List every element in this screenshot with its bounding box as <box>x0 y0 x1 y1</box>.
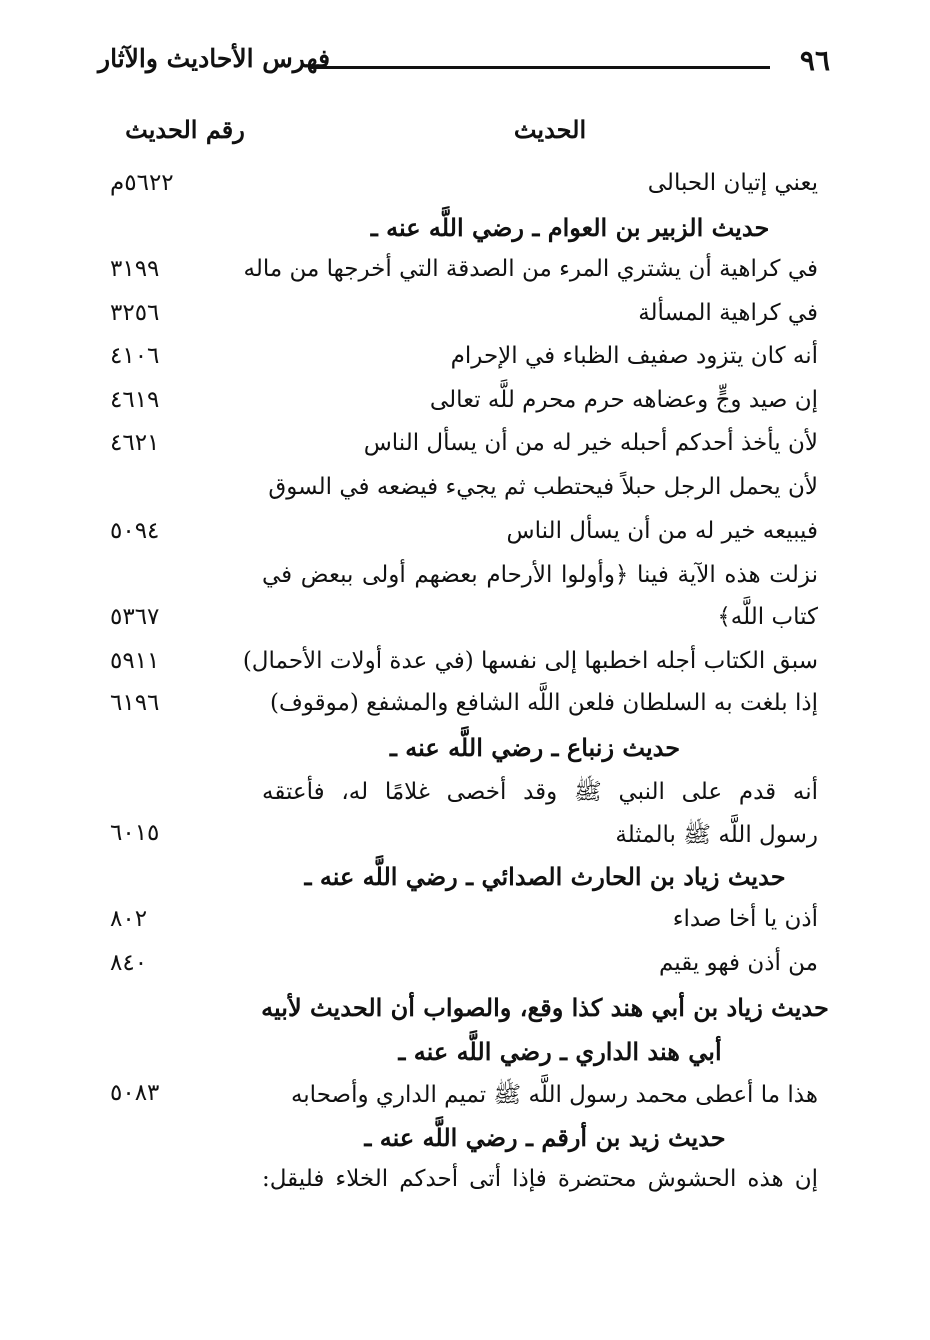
list-item <box>0 562 930 602</box>
hadith-text: إن هذه الحشوش محتضرة فإذا أتى أحدكم الخلاء فليقل: <box>262 1166 818 1192</box>
hadith-text: من أذن فهو يقيم <box>658 950 818 976</box>
list-item <box>0 820 930 860</box>
hadith-number: ٥٩١١ <box>110 648 160 674</box>
hadith-text: إن صيد وجٍّ وعضاهه حرم محرم للَّه تعالى <box>429 387 818 413</box>
hadith-text: في كراهية أن يشتري المرء من الصدقة التي أخرجها من ماله <box>243 256 818 282</box>
section-heading <box>0 1123 930 1163</box>
heading-text: حديث الزبير بن العوام ـ رضي اللَّه عنه ـ <box>370 213 770 242</box>
hadith-number: ٨٤٠ <box>110 950 148 976</box>
heading-text: حديث زنباع ـ رضي اللَّه عنه ـ <box>389 733 681 762</box>
list-item <box>0 690 930 730</box>
hadith-number: ٥٦٢٢م <box>110 170 174 196</box>
list-item <box>0 604 930 644</box>
hadith-text: سبق الكتاب أجله اخطبها إلى نفسها (في عدة أولات الأحمال) <box>242 648 818 674</box>
hadith-number: ٥٠٨٣ <box>110 1080 160 1106</box>
list-item <box>0 256 930 296</box>
list-item <box>0 1166 930 1206</box>
heading-text: حديث زياد بن أبي هند كذا وقع، والصواب أن الحديث لأبيه <box>261 993 829 1022</box>
hadith-text: هذا ما أعطى محمد رسول اللَّه ﷺ تميم الداري وأصحابه <box>290 1082 818 1108</box>
section-heading <box>0 862 930 902</box>
heading-text: أبي هند الداري ـ رضي اللَّه عنه ـ <box>398 1037 722 1066</box>
heading-text: حديث زيد بن أرقم ـ رضي اللَّه عنه ـ <box>364 1123 726 1152</box>
list-item <box>0 343 930 383</box>
hadith-text: لأن يحمل الرجل حبلاً فيحتطب ثم يجيء فيضعه في السوق <box>268 474 818 500</box>
hadith-text: أنه قدم على النبي ﷺ وقد أخصى غلامًا له، فأعتقه <box>262 779 818 805</box>
hadith-text: في كراهية المسألة <box>638 300 818 326</box>
hadith-number: ٤١٠٦ <box>110 343 160 369</box>
hadith-text: أذن يا أخا صداء <box>672 906 818 932</box>
hadith-text: فيبيعه خير له من أن يسأل الناس <box>506 518 818 544</box>
section-heading <box>0 993 930 1033</box>
hadith-text: رسول اللَّه ﷺ بالمثلة <box>615 822 818 848</box>
list-item <box>0 648 930 688</box>
column-header-number: رقم الحديث <box>125 115 245 144</box>
section-heading <box>0 1037 930 1077</box>
list-item <box>0 1080 930 1120</box>
heading-text: حديث زياد بن الحارث الصدائي ـ رضي اللَّه عنه ـ <box>304 862 786 891</box>
hadith-text: لأن يأخذ أحدكم أحبله خير له من أن يسأل الناس <box>363 430 818 456</box>
running-title: فهرس الأحاديث والآثار <box>98 44 331 73</box>
column-header-hadith: الحديث <box>513 115 587 144</box>
list-item <box>0 300 930 340</box>
hadith-number: ٥٣٦٧ <box>110 604 160 630</box>
hadith-number: ٣٢٥٦ <box>110 300 160 326</box>
hadith-text: نزلت هذه الآية فينا ﴿وأولوا الأرحام بعضهم أولى ببعض في <box>262 562 818 588</box>
list-item <box>0 170 930 210</box>
hadith-number: ٤٦٢١ <box>110 430 160 456</box>
list-item <box>0 430 930 470</box>
list-item <box>0 387 930 427</box>
hadith-text: أنه كان يتزود صفيف الظباء في الإحرام <box>450 343 818 369</box>
hadith-number: ٤٦١٩ <box>110 387 160 413</box>
list-item <box>0 518 930 558</box>
list-item <box>0 906 930 946</box>
hadith-text: كتاب اللَّه﴾ <box>717 604 818 630</box>
hadith-text: إذا بلغت به السلطان فلعن اللَّه الشافع والمشفع (موقوف) <box>269 690 818 716</box>
section-heading <box>0 213 930 253</box>
hadith-number: ٥٠٩٤ <box>110 518 160 544</box>
hadith-number: ٦١٩٦ <box>110 690 160 716</box>
hadith-number: ٨٠٢ <box>110 906 148 932</box>
hadith-number: ٣١٩٩ <box>110 256 160 282</box>
section-heading <box>0 733 930 773</box>
list-item <box>0 474 930 514</box>
hadith-number: ٦٠١٥ <box>110 820 160 846</box>
list-item <box>0 777 930 817</box>
hadith-text: يعني إتيان الحبالى <box>647 170 818 196</box>
page-number: ٩٦ <box>799 44 830 77</box>
list-item <box>0 950 930 990</box>
